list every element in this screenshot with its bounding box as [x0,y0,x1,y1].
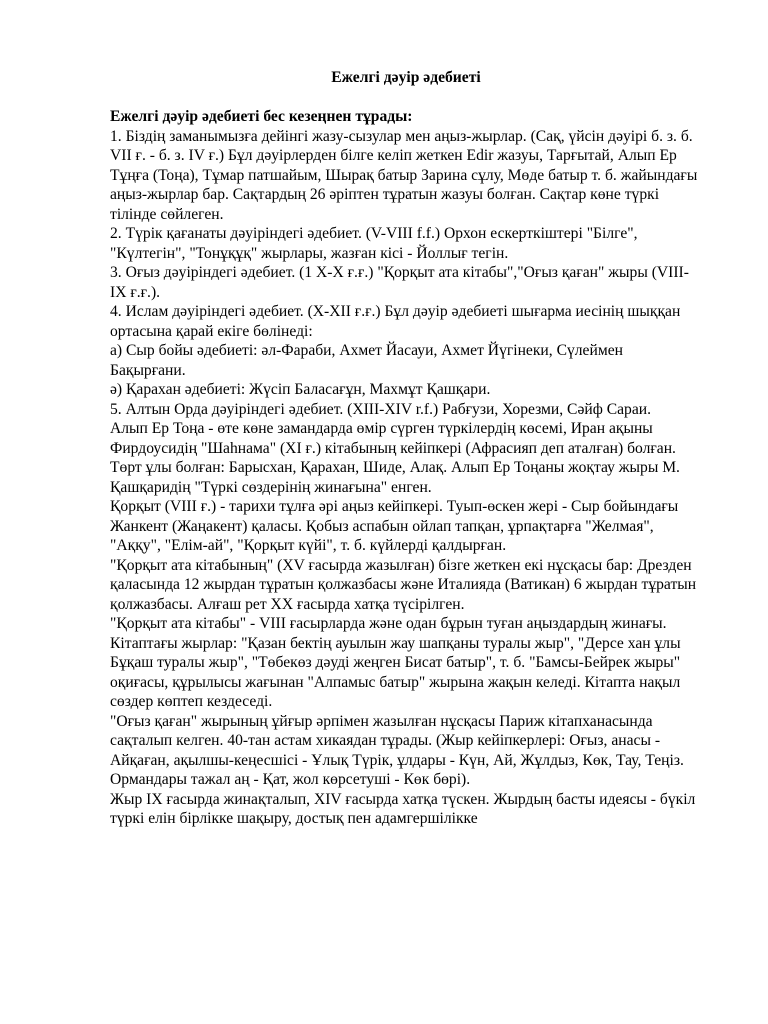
paragraph-alyp-er-tona: Алып Ер Тоңа - өте көне замандарда өмір сүрген түркілердің көсемі, Иран ақыны Фирдоусидің "Шаһнама" (XI ғ.) кітабының кейіпкері (Афрасияп деп аталған) болған. Төрт ұлы болған: Барысхан, Қарахан, Шиде, Алақ. Алып Ер Тоңаны жоқтау жыры М. Қашқаридің "Түркі сөздерінің жинағына" енген. [110,420,680,496]
paragraph-period-4b: ә) Қарахан әдебиеті: Жүсіп Баласағұн, Махмұт Қашқари. [110,381,491,398]
paragraph-korkyt-book: "Қорқыт ата кітабы" - VIII ғасырларда және одан бұрын туған аңыздардың жинағы. Кітаптағы жырлар: "Қазан бектің ауылын жау шапқаны туралы жыр", "Дерсе хан ұлы Бұқаш туралы жыр", "Төбекөз дәуді жеңген Бисат батыр", т. б. "Бамсы-Бейрек жыры" оқиғасы, құрылысы жағынан "Алпамыс батыр" жырына жақын келеді. Кітапта нақыл сөздер көптеп кездеседі. [110,615,681,710]
paragraph-period-5: 5. Алтын Орда дәуіріндегі әдебиет. (XIII-XIV r.f.) Рабғузи, Хорезми, Сәйф Сараи. [110,400,652,418]
paragraph-period-2: 2. Түрік қағанаты дәуіріндегі әдебиет. (V-VIII f.f.) Орхон ескерткіштері "Білге", "Күлтегін", "Тонұқұқ" жырлары, жазған кісі - Йоллығ тегін. [110,225,638,262]
paragraph-period-4: 4. Ислам дәуіріндегі әдебиет. (X-XII ғ.ғ.) Бұл дәуір әдебиеті шығарма иесінің шыққан ортасына қарай екіге бөлінеді: [110,303,681,340]
paragraph-korkyt-manuscripts: "Қорқыт ата кітабының" (XV ғасырда жазылған) бізге жеткен екі нұсқасы бар: Дрезден қаласында 12 жырдан тұратын қолжазбасы және Италияда (Ватикан) 6 жырдан тұратын қолжазбасы. Алғаш рет XX ғасырда хатқа түсірілген. [110,556,697,613]
paragraph-oguz-kagan: "Оғыз қаған" жырының ұйғыр әрпімен жазылған нұсқасы Париж кітапханасында сақталып келген. 40-тан астам хикаядан тұрады. (Жыр кейіпкерлері: Оғыз, анасы - Айқаған, ақылшы-кеңесшісі - Ұлық Түрік, ұлдары - Күн, Ай, Жұлдыз, Көк, Тау, Теңіз. Ормандары тажал аң - Қат, жол көрсетуші - Көк бөрі). [110,712,684,788]
paragraph-period-1: 1. Біздің заманымызға дейінгі жазу-сызулар мен аңыз-жырлар. (Сақ, үйсін дәуірі б. з. б. VII ғ. - б. з. IV ғ.) Бұл дәуірлерден білге келіп жеткен Edir жазуы, Тарғытай, Алып Ер Тұңға (Тоңа), Тұмар патшайым, Шырақ батыр Зарина сұлу, Мөде батыр т. б. жайындағы аңыз-жырлар бар. Сақтардың 26 әріптен тұратын жазуы болған. Сақтар көне түркі тілінде сөйлеген. [110,127,698,223]
document-page [110,68,702,829]
document-subtitle: Ежелгі дәуір әдебиеті бес кезеңнен тұрады: [110,108,413,125]
paragraph-epic-idea: Жыр IX ғасырда жинақталып, XIV ғасырда хатқа түскен. Жырдың басты идеясы - бүкіл түркі елін бірлікке шақыру, достық пен адамгершілікке [110,790,696,827]
paragraph-korkyt: Қорқыт (VIII ғ.) - тарихи тұлға әрі аңыз кейіпкері. Туып-өскен жері - Сыр бойындағы Жанкент (Жаңакент) қаласы. Қобыз аспабын ойлап тапқан, ұрпақтарға "Желмая", "Аққу", "Елім-ай", "Қорқыт күйі", т. б. күйлерді қалдырған. [110,498,679,554]
paragraph-period-4a: а) Сыр бойы әдебиеті: әл-Фараби, Ахмет Йасауи, Ахмет Йүгінеки, Сүлеймен Бақырғани. [110,342,623,379]
paragraph-period-3: 3. Оғыз дәуіріндегі әдебиет. (1 X-X ғ.ғ.) "Қорқыт ата кітабы","Оғыз қаған" жыры (VIII-IX ғ.ғ.). [110,264,689,301]
document-title: Ежелгі дәуір әдебиеті [331,69,481,86]
